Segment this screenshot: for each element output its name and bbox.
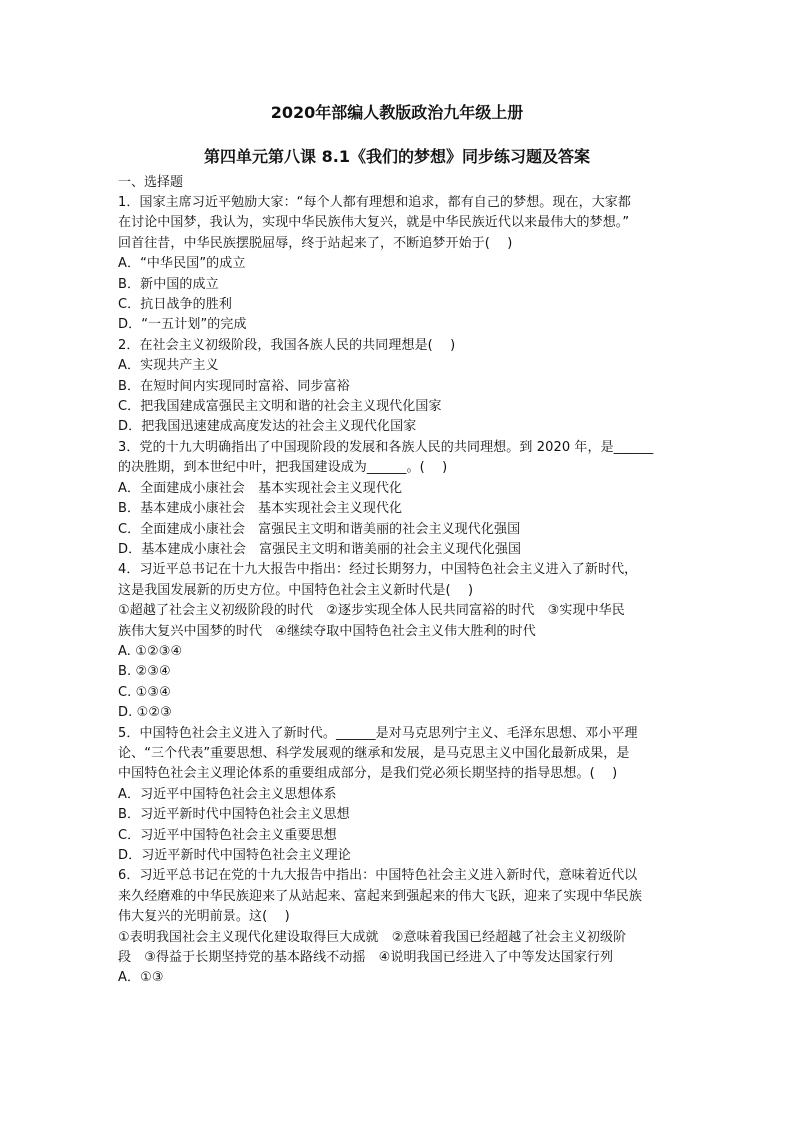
text-line: C. ①③④: [118, 684, 171, 700]
text-line: 在讨论中国梦，我认为，实现中华民族伟大复兴，就是中华民族近代以来最伟大的梦想。”: [118, 215, 630, 231]
text-line: D．把我国迅速建成高度发达的社会主义现代化国家: [118, 419, 417, 435]
text-line: 这是我国发展新的历史方位。中国特色社会主义新时代是( ): [118, 582, 474, 598]
text-line: 中国特色社会主义理论体系的重要组成部分，是我们党必须长期坚持的指导思想。( ): [118, 766, 618, 782]
text-line: 1．国家主席习近平勉励大家：“每个人都有理想和追求，都有自己的梦想。现在，大家都: [118, 195, 632, 210]
text-line: 5．中国特色社会主义进入了新时代。______是对马克思列宁主义、毛泽东思想、邓小平理: [118, 725, 638, 741]
text-line: 的决胜期，到本世纪中叶，把我国建设成为______。( ): [118, 460, 448, 476]
text-line: B. ②③④: [118, 664, 171, 680]
text-line: B．在短时间内实现同时富裕、同步富裕: [118, 378, 350, 394]
text-line: A. ①②③④: [118, 643, 183, 659]
document-title: 2020年部编人教版政治九年级上册: [270, 103, 524, 122]
text-line: 伟大复兴的光明前景。这( ): [118, 909, 290, 925]
text-line: B．习近平新时代中国特色社会主义思想: [118, 807, 350, 823]
text-line: 来久经磨难的中华民族迎来了从站起来、富起来到强起来的伟大飞跃，迎来了实现中华民族: [118, 888, 643, 904]
text-line: D．“一五计划”的完成: [118, 317, 247, 333]
question-list: [118, 193, 676, 989]
text-line: C．全面建成小康社会 富强民主文明和谐美丽的社会主义现代化强国: [118, 521, 521, 537]
section-heading: 一、选择题: [118, 175, 184, 190]
text-line: A．“中华民国”的成立: [118, 256, 246, 272]
text-line: 段 ③得益于长期坚持党的基本路线不动摇 ④说明我国已经进入了中等发达国家行列: [118, 950, 614, 966]
text-line: 论、“三个代表”重要思想、科学发展观的继承和发展，是马克思主义中国化最新成果，是: [118, 745, 630, 761]
text-line: ①表明我国社会主义现代化建设取得巨大成就 ②意味着我国已经超越了社会主义初级阶: [118, 929, 627, 945]
text-line: B．新中国的成立: [118, 276, 219, 292]
text-line: 4．习近平总书记在十九大报告中指出：经过长期努力，中国特色社会主义进入了新时代，: [118, 562, 638, 578]
text-line: C．抗日战争的胜利: [118, 297, 232, 313]
text-line: 6．习近平总书记在党的十九大报告中指出：中国特色社会主义进入新时代，意味着近代以: [118, 868, 638, 884]
text-line: 2．在社会主义初级阶段，我国各族人民的共同理想是( ): [118, 337, 456, 353]
text-line: 3．党的十九大明确指出了中国现阶段的发展和各族人民的共同理想。到 2020 年，是______: [118, 439, 654, 455]
text-line: 回首往昔，中华民族摆脱屈辱，终于站起来了，不断追梦开始于( ): [118, 235, 513, 251]
text-line: C．习近平中国特色社会主义重要思想: [118, 827, 337, 843]
document-page: [118, 102, 676, 989]
text-line: ①超越了社会主义初级阶段的时代 ②逐步实现全体人民共同富裕的时代 ③实现中华民: [118, 603, 625, 619]
text-line: A．①③: [118, 970, 164, 986]
text-line: B．基本建成小康社会 基本实现社会主义现代化: [118, 501, 403, 517]
text-line: C．把我国建成富强民主文明和谐的社会主义现代化国家: [118, 399, 442, 415]
text-line: 族伟大复兴中国梦的时代 ④继续夺取中国特色社会主义伟大胜利的时代: [118, 623, 536, 639]
document-subtitle: 第四单元第八课 8.1《我们的梦想》同步练习题及答案: [204, 147, 590, 166]
text-line: A．全面建成小康社会 基本实现社会主义现代化: [118, 480, 403, 496]
text-line: D．基本建成小康社会 富强民主文明和谐美丽的社会主义现代化强国: [118, 541, 522, 557]
text-line: A．习近平中国特色社会主义思想体系: [118, 786, 337, 802]
text-line: D. ①②③: [118, 705, 172, 721]
text-line: A．实现共产主义: [118, 358, 219, 374]
text-line: D．习近平新时代中国特色社会主义理论: [118, 848, 351, 863]
